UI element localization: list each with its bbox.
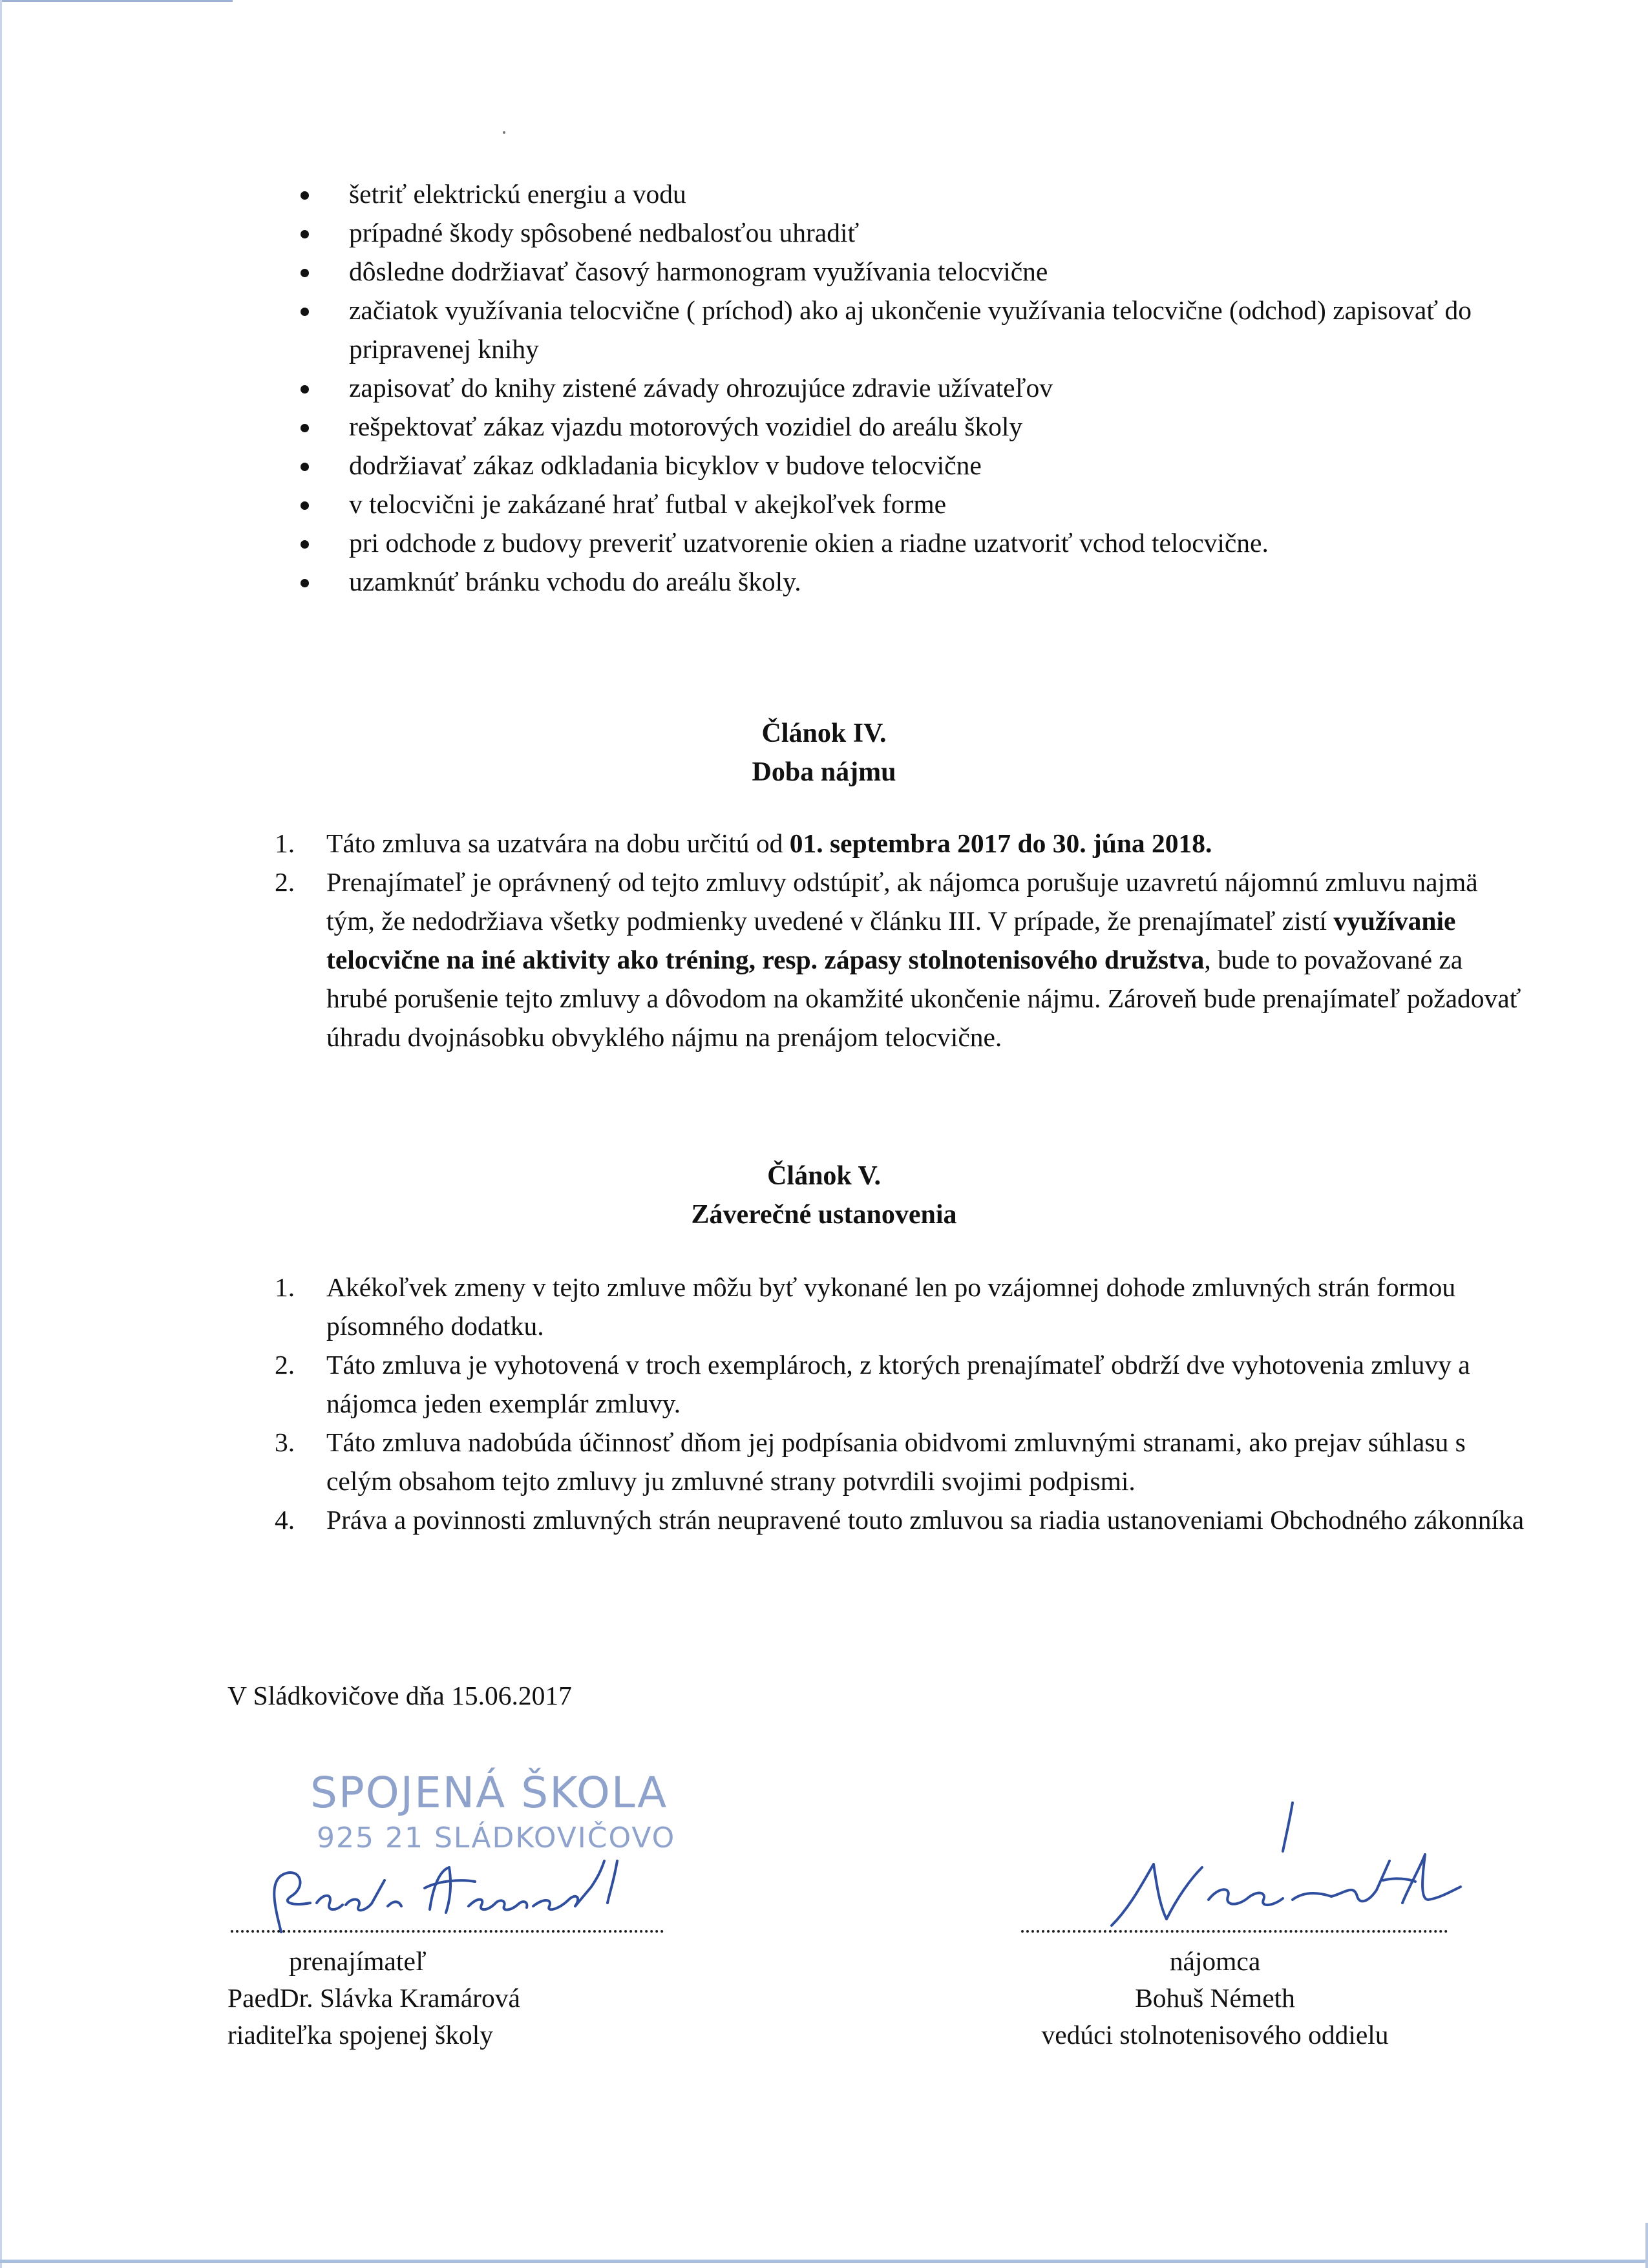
list-item: 2. Prenajímateľ je oprávnený od tejto zmluvy odstúpiť, ak nájomca porušuje uzavretú nájomnú zmluvu najmä tým, že nedodržiava všetky podmienky uvedené v článku III. V prípade, že prenajímateľ zistí využívanie telocvične na iné aktivity ako tréning, resp. zápasy stolnotenisového družstva, bude to považované za hrubé porušenie tejto zmluvy a dôvodom na okamžité ukončenie nájmu. Zároveň bude prenajímateľ požadovať úhradu dvojnásobku obvyklého nájmu na prenájom telocvične. xyxy=(265,863,1525,1056)
landlord-title: riaditeľka spojenej školy xyxy=(227,2020,494,2050)
list-item: 1. Táto zmluva sa uzatvára na dobu určitú od 01. septembra 2017 do 30. júna 2018. xyxy=(265,824,1525,863)
tenant-role: nájomca xyxy=(1169,1946,1261,1976)
stamp-line-2: 925 21 SLÁDKOVIČOVO xyxy=(317,1822,676,1854)
landlord-signature-block xyxy=(227,1943,680,2053)
landlord-role: prenajímateľ xyxy=(289,1946,427,1976)
bullet-icon xyxy=(301,308,309,316)
tenant-signature-block xyxy=(969,1943,1461,2053)
item-number: 1. xyxy=(275,1272,295,1302)
landlord-name: PaedDr. Slávka Kramárová xyxy=(227,1983,520,2013)
bullet-icon xyxy=(301,230,309,238)
lease-period: 01. septembra 2017 do 30. júna 2018. xyxy=(789,828,1212,858)
article-5-subtitle: Záverečné ustanovenia xyxy=(691,1200,957,1230)
list-item: 2. Táto zmluva je vyhotovená v troch exemplároch, z ktorých prenajímateľ obdrží dve vyhotovenia zmluvy a nájomca jeden exemplár zmluvy. xyxy=(265,1345,1525,1423)
scan-speck xyxy=(503,131,505,134)
bullet-icon xyxy=(301,191,309,200)
scan-edge-left xyxy=(0,0,2,2268)
tenant-title: vedúci stolnotenisového oddielu xyxy=(1041,2020,1389,2050)
article-4-list xyxy=(265,824,1525,1056)
prohibited-use-clause: využívanie telocvične na iné aktivity ako tréning, resp. zápasy stolnotenisového družstva xyxy=(326,906,1456,974)
list-item: dôsledne dodržiavať časový harmonogram využívania telocvične xyxy=(301,252,1528,291)
list-item: dodržiavať zákaz odkladania bicyklov v budove telocvične xyxy=(301,446,1528,485)
item-number: 2. xyxy=(275,1350,295,1380)
list-item: šetriť elektrickú energiu a vodu xyxy=(301,174,1528,213)
bullet-icon xyxy=(301,463,309,471)
list-item: 4. Práva a povinnosti zmluvných strán neupravené touto zmluvou sa riadia ustanoveniami Obchodného zákonníka xyxy=(265,1500,1525,1539)
bullet-icon xyxy=(301,424,309,432)
place-and-date: V Sládkovičove dňa 15.06.2017 xyxy=(227,1681,572,1710)
list-item: začiatok využívania telocvične ( príchod) ako aj ukončenie využívania telocvične (odchod) zapisovať do pripravenej knihy xyxy=(301,291,1528,368)
tenant-name: Bohuš Németh xyxy=(1135,1983,1295,2013)
article-4-subtitle: Doba nájmu xyxy=(752,757,896,787)
article-5-list xyxy=(265,1268,1525,1539)
article-5-title: Článok V. xyxy=(767,1161,881,1191)
scan-edge-bottom xyxy=(0,2260,1648,2263)
article-4-heading xyxy=(0,714,1648,792)
list-item: rešpektovať zákaz vjazdu motorových vozidiel do areálu školy xyxy=(301,407,1528,446)
signature-line-left xyxy=(231,1930,664,1933)
bullet-icon xyxy=(301,501,309,510)
article-4-title: Článok IV. xyxy=(761,719,887,748)
item-number: 1. xyxy=(275,828,295,858)
stamp-line-1: SPOJENÁ ŠKOLA xyxy=(310,1768,668,1818)
list-item: v telocvični je zakázané hrať futbal v akejkoľvek forme xyxy=(301,485,1528,523)
signature-line-right xyxy=(1021,1930,1448,1933)
bullet-icon xyxy=(301,269,309,277)
bullet-icon xyxy=(301,579,309,587)
list-item: prípadné škody spôsobené nedbalosťou uhradiť xyxy=(301,213,1528,252)
tenant-obligations-list xyxy=(301,174,1528,601)
tenant-signature xyxy=(1099,1796,1486,1938)
item-number: 2. xyxy=(275,867,295,897)
list-item: 1. Akékoľvek zmeny v tejto zmluve môžu byť vykonané len po vzájomnej dohode zmluvných strán formou písomného dodatku. xyxy=(265,1268,1525,1345)
bullet-icon xyxy=(301,540,309,549)
list-item: 3. Táto zmluva nadobúda účinnosť dňom jej podpísania obidvomi zmluvnými stranami, ako prejav súhlasu s celým obsahom tejto zmluvy ju zmluvné strany potvrdili svojimi podpismi. xyxy=(265,1423,1525,1500)
landlord-signature xyxy=(255,1842,695,1945)
scan-edge-top xyxy=(0,0,233,2)
item-number: 4. xyxy=(275,1505,295,1535)
item-number: 3. xyxy=(275,1427,295,1457)
list-item: zapisovať do knihy zistené závady ohrozujúce zdravie užívateľov xyxy=(301,368,1528,407)
scan-edge-right xyxy=(1645,2223,1648,2268)
list-item: pri odchode z budovy preveriť uzatvorenie okien a riadne uzatvoriť vchod telocvične. xyxy=(301,523,1528,562)
article-5-heading xyxy=(0,1157,1648,1234)
bullet-icon xyxy=(301,385,309,394)
list-item: uzamknúť bránku vchodu do areálu školy. xyxy=(301,562,1528,601)
